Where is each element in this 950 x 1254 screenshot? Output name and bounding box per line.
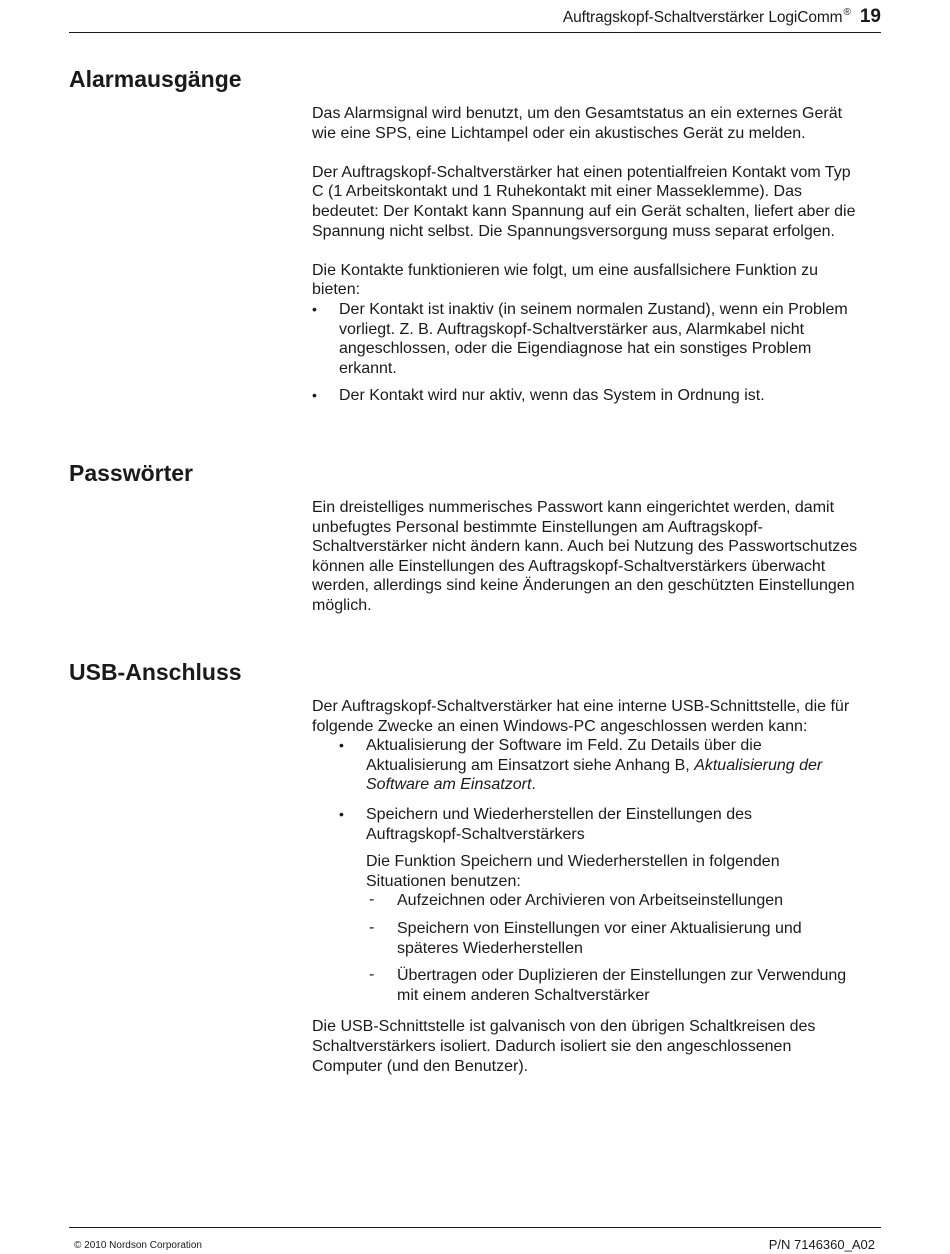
header-title: Auftragskopf-Schaltverstärker LogiComm <box>562 9 843 26</box>
text-line: Spannung nicht selbst. Die Spannungsversorgung muss separat erfolgen. <box>312 222 835 240</box>
text-line: können alle Einstellungen des Auftragskopf-Schaltverstärkers überwacht <box>312 557 826 575</box>
text-line: erkannt. <box>339 359 397 377</box>
text-line: Ein dreistelliges nummerisches Passwort kann eingerichtet werden, damit <box>312 499 835 516</box>
list-item <box>312 919 887 958</box>
paragraph <box>312 261 887 300</box>
text-line: unbefugtes Personal bestimmte Einstellungen am Auftragskopf- <box>312 518 763 536</box>
dash-icon: - <box>369 918 375 936</box>
text-line: vorliegt. Z. B. Auftragskopf-Schaltverstärker aus, Alarmkabel nicht <box>339 320 805 338</box>
text-line: Der Auftragskopf-Schaltverstärker hat einen potentialfreien Kontakt vom Typ <box>312 163 851 181</box>
dash-icon: - <box>369 891 375 909</box>
bullet-icon: • <box>312 387 317 404</box>
bullet-icon: • <box>339 737 344 754</box>
bullet-icon: • <box>312 300 317 317</box>
paragraph <box>312 163 887 241</box>
section-title-usb-anschluss: USB-Anschluss <box>69 659 242 685</box>
text-line: Der Kontakt wird nur aktiv, wenn das System in Ordnung ist. <box>339 387 765 405</box>
reference-title: Aktualisierung der <box>694 756 823 774</box>
text-line: angeschlossen, oder die Eigendiagnose hat ein sonstiges Problem <box>339 340 812 358</box>
footer-part-number: P/N 7146360_A02 <box>768 1237 875 1252</box>
registered-mark: ® <box>843 7 851 18</box>
text-line: bedeutet: Der Kontakt kann Spannung auf ein Gerät schalten, liefert aber die <box>312 202 856 220</box>
list-item <box>312 891 887 911</box>
section-body-passwoerter <box>312 498 887 616</box>
section-body-usb-anschluss <box>312 697 887 1076</box>
text-line: Der Auftragskopf-Schaltverstärker hat eine interne USB-Schnittstelle, die für <box>312 698 850 715</box>
header-text <box>563 6 881 28</box>
text-line <box>366 775 887 795</box>
text-line: Das Alarmsignal wird benutzt, um den Gesamtstatus an ein externes Gerät <box>312 105 843 122</box>
text-run: . <box>531 776 536 794</box>
section-title-passwoerter: Passwörter <box>69 460 194 486</box>
text-line: Die USB-Schnittstelle ist galvanisch von den übrigen Schaltkreisen des <box>312 1018 816 1036</box>
text-line: Aktualisierung der Software im Feld. Zu Details über die <box>366 737 762 755</box>
text-line: Computer (und den Benutzer). <box>312 1057 529 1075</box>
paragraph <box>312 104 887 143</box>
bullet-list <box>312 300 887 406</box>
text-line: C (1 Arbeitskontakt und 1 Ruhekontakt mit einer Masseklemme). Das <box>312 183 802 201</box>
list-item <box>312 386 887 406</box>
text-line: späteres Wiederherstellen <box>397 939 583 957</box>
reference-title: Software am Einsatzort <box>366 776 532 794</box>
footer-rule <box>69 1227 881 1228</box>
section-title-alarmausgaenge: Alarmausgänge <box>69 66 242 92</box>
text-line: Schaltverstärker nicht ändern kann. Auch bei Nutzung des Passwortschutzes <box>312 538 858 556</box>
text-line: wie eine SPS, eine Lichtampel oder ein akustisches Gerät zu melden. <box>312 124 806 142</box>
text-line: Auftragskopf-Schaltverstärkers <box>366 825 585 843</box>
list-item <box>312 966 887 1005</box>
text-line: Speichern und Wiederherstellen der Einstellungen des <box>366 805 753 823</box>
text-line: Übertragen oder Duplizieren der Einstellungen zur Verwendung <box>397 967 847 985</box>
text-line: folgende Zwecke an einen Windows-PC angeschlossen werden kann: <box>312 717 808 735</box>
page-number: 19 <box>859 6 881 27</box>
text-line: Der Kontakt ist inaktiv (in seinem normalen Zustand), wenn ein Problem <box>339 300 848 318</box>
footer-copyright: © 2010 Nordson Corporation <box>74 1240 202 1251</box>
section-body-alarmausgaenge <box>312 104 887 406</box>
paragraph <box>312 852 887 891</box>
text-line: Schaltverstärkers isoliert. Dadurch isoliert sie den angeschlossenen <box>312 1037 792 1055</box>
page-header <box>69 4 881 33</box>
text-line: mit einem anderen Schaltverstärker <box>397 986 650 1004</box>
text-line: Aufzeichnen oder Archivieren von Arbeitseinstellungen <box>397 892 784 910</box>
text-line: werden, allerdings sind keine Änderungen an den geschützten Einstellungen <box>312 577 855 595</box>
text-line: Situationen benutzen: <box>366 872 521 890</box>
text-line: bieten: <box>312 281 361 299</box>
text-run: Aktualisierung am Einsatzort siehe Anhang B, <box>366 756 695 774</box>
text-line: möglich. <box>312 596 372 614</box>
text-line: Speichern von Einstellungen vor einer Aktualisierung und <box>397 919 802 937</box>
text-line: Die Funktion Speichern und Wiederherstellen in folgenden <box>366 853 780 871</box>
dash-list <box>312 891 887 1005</box>
text-line <box>366 756 887 776</box>
bullet-list <box>312 736 887 844</box>
paragraph <box>312 498 887 616</box>
text-line: Die Kontakte funktionieren wie folgt, um eine ausfallsichere Funktion zu <box>312 261 819 279</box>
list-item <box>312 300 887 378</box>
paragraph <box>312 697 887 736</box>
bullet-icon: • <box>339 805 344 822</box>
list-item <box>312 805 887 844</box>
paragraph <box>312 1017 887 1076</box>
dash-icon: - <box>369 966 375 984</box>
list-item <box>312 736 887 795</box>
